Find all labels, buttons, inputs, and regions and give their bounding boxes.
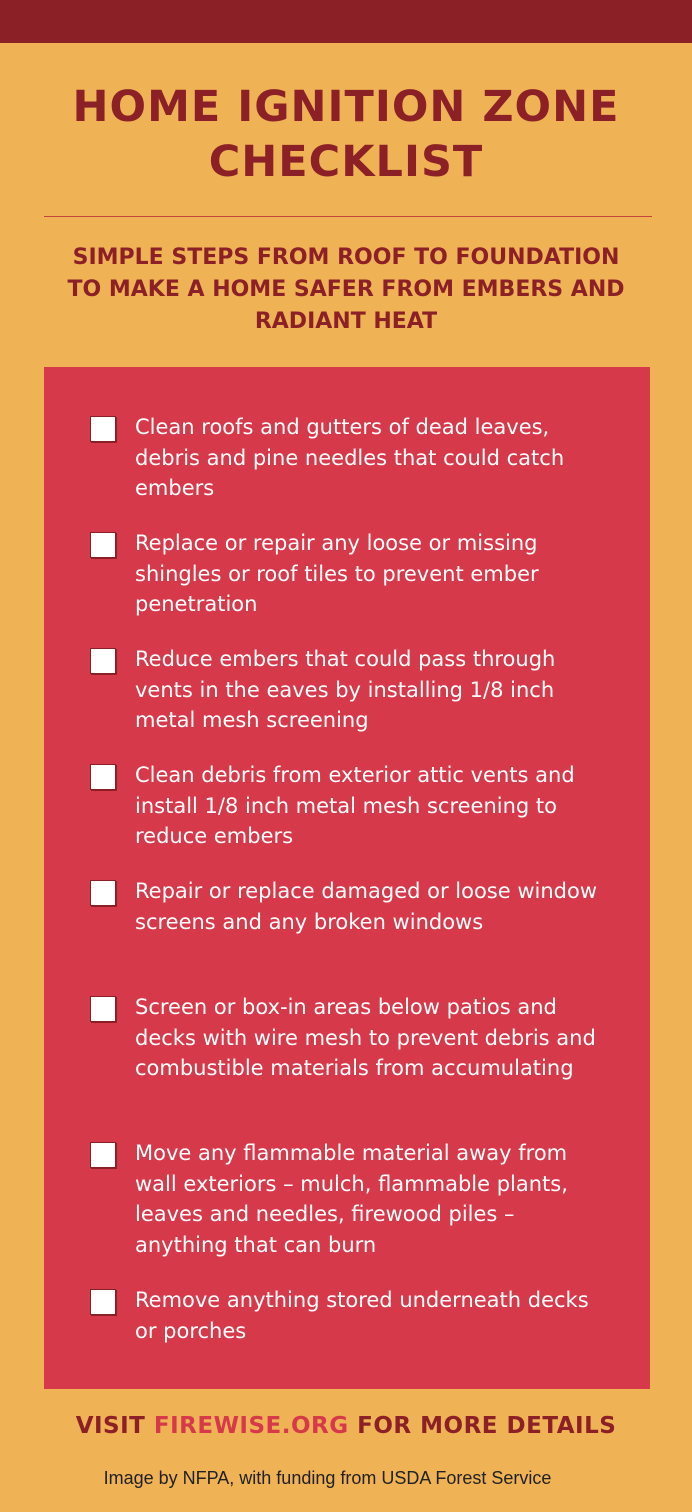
top-bar [0, 0, 692, 43]
visit-line [0, 1410, 692, 1442]
checkbox[interactable] [90, 996, 116, 1022]
checklist-item-text: Remove anything stored underneath decks or porches [135, 1288, 589, 1343]
checklist-item-text: Screen or box-in areas below patios and decks with wire mesh to prevent debris and combustible materials from accumulating [135, 995, 596, 1080]
subtitle: SIMPLE STEPS FROM ROOF TO FOUNDATION TO MAKE A HOME SAFER FROM EMBERS AND RADIANT HEAT [67, 245, 625, 334]
checklist-item-text: Replace or repair any loose or missing shingles or roof tiles to prevent ember penetration [135, 531, 539, 616]
visit-prefix: VISIT [75, 1413, 154, 1439]
checkbox[interactable] [90, 532, 116, 558]
checkbox[interactable] [90, 416, 116, 442]
page-title: HOME IGNITION ZONE CHECKLIST [72, 82, 620, 187]
checkbox[interactable] [90, 1142, 116, 1168]
checklist-item-text: Clean debris from exterior attic vents and install 1/8 inch metal mesh screening to reduce embers [135, 763, 575, 848]
checklist-item-text: Reduce embers that could pass through vents in the eaves by installing 1/8 inch metal mesh screening [135, 647, 556, 732]
visit-suffix: FOR MORE DETAILS [348, 1413, 617, 1439]
image-credit: Image by NFPA, with funding from USDA Forest Service [103, 1468, 552, 1488]
checkbox[interactable] [90, 764, 116, 790]
checkbox[interactable] [90, 1289, 116, 1315]
divider [44, 216, 652, 217]
checklist-item-text: Move any flammable material away from wall exteriors – mulch, flammable plants, leaves and needles, firewood piles – anything that can burn [135, 1141, 568, 1257]
checkbox[interactable] [90, 648, 116, 674]
firewise-link[interactable]: FIREWISE.ORG [153, 1413, 349, 1439]
checkbox[interactable] [90, 880, 116, 906]
checklist-item-text: Repair or replace damaged or loose window screens and any broken windows [135, 879, 598, 934]
checklist-item-text: Clean roofs and gutters of dead leaves, debris and pine needles that could catch embers [135, 415, 565, 500]
